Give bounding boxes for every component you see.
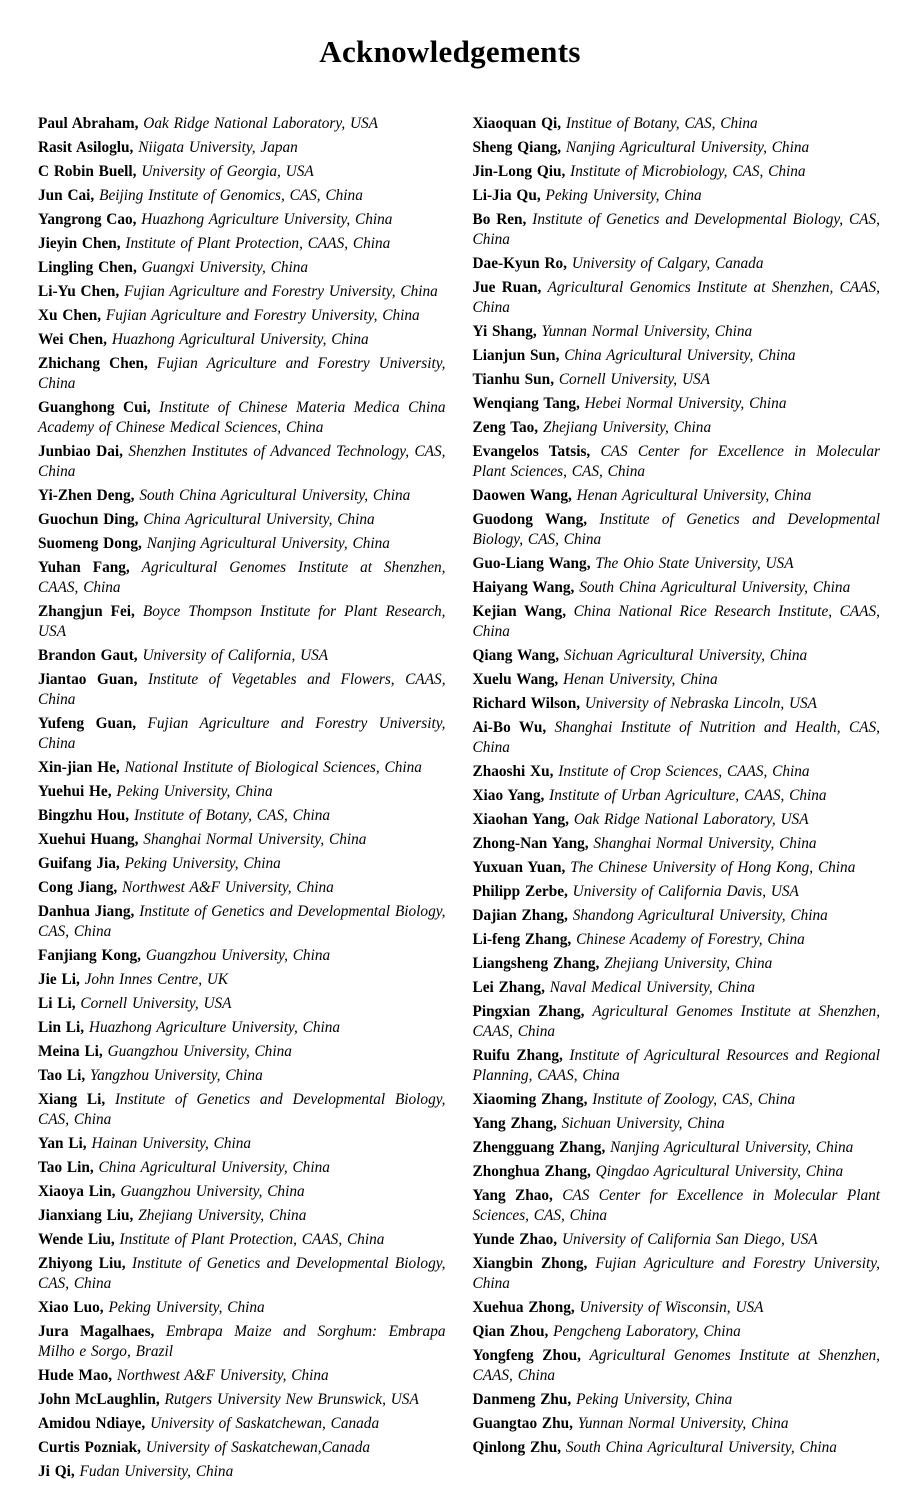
- acknowledgement-entry: [473, 1090, 881, 1110]
- acknowledgement-entry: [38, 114, 446, 134]
- person-affiliation: Embrapa Maize and Sorghum: Embrapa Milho e Sorgo, Brazil: [38, 1323, 446, 1360]
- acknowledgement-entry: [473, 646, 881, 666]
- acknowledgement-entry: [473, 858, 881, 878]
- acknowledgement-entry: [473, 1230, 881, 1250]
- person-affiliation: Fujian Agriculture and Forestry University, China: [124, 283, 438, 300]
- person-affiliation: Shandong Agricultural University, China: [572, 907, 828, 924]
- person-affiliation: Fujian Agriculture and Forestry University, China: [38, 355, 446, 392]
- person-affiliation: Institute of Genetics and Developmental Biology, CAS, China: [38, 1255, 446, 1292]
- person-affiliation: Peking University, China: [545, 187, 702, 204]
- person-name: Xiaoquan Qi,: [472, 115, 562, 132]
- person-affiliation: Nanjing Agricultural University, China: [146, 535, 390, 552]
- acknowledgement-entry: [38, 1462, 446, 1482]
- acknowledgement-entry: [38, 878, 446, 898]
- person-affiliation: Qingdao Agricultural University, China: [595, 1163, 844, 1180]
- person-affiliation: Institute of Genetics and Developmental Biology, CAS, China: [472, 211, 880, 248]
- columns-container: [38, 114, 880, 1486]
- person-name: Evangelos Tatsis,: [472, 443, 591, 460]
- person-affiliation: Oak Ridge National Laboratory, USA: [143, 115, 379, 132]
- person-name: Danmeng Zhu,: [472, 1391, 572, 1408]
- person-affiliation: University of California Davis, USA: [572, 883, 799, 900]
- acknowledgement-entry: [473, 1046, 881, 1086]
- acknowledgement-entry: [473, 1114, 881, 1134]
- acknowledgement-entry: [38, 1066, 446, 1086]
- acknowledgement-entry: [38, 646, 446, 666]
- person-name: Xiao Yang,: [472, 787, 545, 804]
- person-affiliation: Institute of Agricultural Resources and Regional Planning, CAAS, China: [472, 1047, 881, 1084]
- acknowledgement-entry: [38, 758, 446, 778]
- person-affiliation: Shanghai Institute of Nutrition and Health, CAS, China: [472, 719, 880, 756]
- acknowledgement-entry: [38, 1322, 446, 1362]
- person-name: Ji Qi,: [38, 1463, 75, 1480]
- acknowledgement-entry: [473, 486, 881, 506]
- acknowledgement-entry: [473, 906, 881, 926]
- person-affiliation: University of Wisconsin, USA: [579, 1299, 764, 1316]
- person-affiliation: Agricultural Genomics Institute at Shenzhen, CAAS, China: [472, 279, 881, 316]
- person-name: Wei Chen,: [38, 331, 107, 348]
- person-affiliation: Cornell University, USA: [80, 995, 232, 1012]
- person-name: Guodong Wang,: [472, 511, 588, 528]
- person-affiliation: Agricultural Genomes Institute at Shenzhen, CAAS, China: [472, 1347, 881, 1384]
- acknowledgement-entry: [473, 186, 881, 206]
- person-affiliation: Peking University, China: [116, 783, 273, 800]
- person-affiliation: Institute of Microbiology, CAS, China: [570, 163, 806, 180]
- person-affiliation: Institute of Plant Protection, CAAS, China: [119, 1231, 385, 1248]
- person-affiliation: University of Nebraska Lincoln, USA: [584, 695, 818, 712]
- person-name: Jieyin Chen,: [38, 235, 121, 252]
- person-name: C Robin Buell,: [38, 163, 137, 180]
- person-affiliation: Sichuan Agricultural University, China: [563, 647, 808, 664]
- person-affiliation: Institute of Urban Agriculture, CAAS, China: [549, 787, 827, 804]
- person-affiliation: Institute of Zoology, CAS, China: [592, 1091, 796, 1108]
- person-name: Yangrong Cao,: [38, 211, 137, 228]
- person-name: Zhichang Chen,: [38, 355, 148, 372]
- person-name: Cong Jiang,: [38, 879, 118, 896]
- acknowledgement-entry: [473, 954, 881, 974]
- person-affiliation: Zhejiang University, China: [604, 955, 773, 972]
- person-name: Pingxian Zhang,: [472, 1003, 585, 1020]
- acknowledgement-entry: [473, 418, 881, 438]
- person-affiliation: Oak Ridge National Laboratory, USA: [573, 811, 809, 828]
- acknowledgement-entry: [38, 1298, 446, 1318]
- person-name: Fanjiang Kong,: [38, 947, 141, 964]
- person-name: Zeng Tao,: [472, 419, 539, 436]
- person-affiliation: Fujian Agriculture and Forestry University, China: [38, 715, 446, 752]
- person-name: Liangsheng Zhang,: [472, 955, 600, 972]
- person-affiliation: Shenzhen Institutes of Advanced Technology, CAS, China: [38, 443, 446, 480]
- person-affiliation: Sichuan University, China: [561, 1115, 725, 1132]
- person-name: Qiang Wang,: [472, 647, 560, 664]
- acknowledgement-entry: [38, 1158, 446, 1178]
- acknowledgement-entry: [38, 782, 446, 802]
- acknowledgement-entry: [473, 162, 881, 182]
- acknowledgement-entry: [38, 162, 446, 182]
- acknowledgement-entry: [38, 1438, 446, 1458]
- acknowledgement-entry: [473, 210, 881, 250]
- person-name: Jiantao Guan,: [38, 671, 138, 688]
- acknowledgement-entry: [38, 670, 446, 710]
- person-name: Dae-Kyun Ro,: [472, 255, 567, 272]
- person-affiliation: Agricultural Genomes Institute at Shenzhen, CAAS, China: [472, 1003, 881, 1040]
- person-name: Xu Chen,: [38, 307, 102, 324]
- person-name: Daowen Wang,: [472, 487, 572, 504]
- acknowledgement-entry: [38, 442, 446, 482]
- page-title: Acknowledgements: [319, 34, 581, 69]
- person-name: Jura Magalhaes,: [38, 1323, 155, 1340]
- acknowledgement-entry: [38, 330, 446, 350]
- person-affiliation: Institute of Genetics and Developmental Biology, CAS, China: [472, 511, 880, 548]
- acknowledgement-entry: [38, 994, 446, 1014]
- person-name: Yi-Zhen Deng,: [38, 487, 135, 504]
- acknowledgement-entry: [38, 830, 446, 850]
- person-name: Zhong-Nan Yang,: [472, 835, 589, 852]
- person-name: Curtis Pozniak,: [38, 1439, 141, 1456]
- acknowledgement-entry: [473, 346, 881, 366]
- acknowledgement-entry: [38, 1230, 446, 1250]
- acknowledgement-entry: [473, 810, 881, 830]
- person-name: Dajian Zhang,: [472, 907, 568, 924]
- person-affiliation: Northwest A&F University, China: [122, 879, 334, 896]
- acknowledgement-entry: [473, 370, 881, 390]
- acknowledgement-entry: [38, 1366, 446, 1386]
- person-affiliation: Naval Medical University, China: [549, 979, 755, 996]
- left-column: [38, 114, 446, 1486]
- acknowledgement-entry: [473, 1346, 881, 1386]
- person-affiliation: Nanjing Agricultural University, China: [610, 1139, 854, 1156]
- person-name: Yang Zhao,: [472, 1187, 553, 1204]
- person-name: Li Li,: [38, 995, 76, 1012]
- acknowledgement-entry: [473, 1390, 881, 1410]
- person-name: Xiaoya Lin,: [38, 1183, 116, 1200]
- person-affiliation: Fudan University, China: [79, 1463, 234, 1480]
- person-name: Yongfeng Zhou,: [472, 1347, 581, 1364]
- person-name: Yuhan Fang,: [38, 559, 130, 576]
- person-affiliation: Institue of Botany, CAS, China: [565, 115, 758, 132]
- person-name: Xiaohan Yang,: [472, 811, 569, 828]
- acknowledgement-entry: [38, 1018, 446, 1038]
- acknowledgement-entry: [38, 946, 446, 966]
- acknowledgement-entry: [473, 114, 881, 134]
- person-name: Li-Yu Chen,: [38, 283, 120, 300]
- acknowledgement-entry: [473, 1254, 881, 1294]
- person-name: Lin Li,: [38, 1019, 85, 1036]
- person-affiliation: Pengcheng Laboratory, China: [553, 1323, 741, 1340]
- acknowledgement-entry: [473, 1414, 881, 1434]
- person-name: Zhiyong Liu,: [38, 1255, 126, 1272]
- person-affiliation: South China Agricultural University, China: [139, 487, 411, 504]
- person-name: Guochun Ding,: [38, 511, 139, 528]
- acknowledgement-entry: [473, 578, 881, 598]
- person-affiliation: Guangzhou University, China: [145, 947, 331, 964]
- person-affiliation: China Agricultural University, China: [143, 511, 375, 528]
- person-name: Guanghong Cui,: [38, 399, 151, 416]
- person-name: Yufeng Guan,: [38, 715, 137, 732]
- acknowledgement-entry: [38, 1254, 446, 1294]
- person-name: Yuxuan Yuan,: [472, 859, 566, 876]
- person-name: Qinlong Zhu,: [472, 1439, 562, 1456]
- acknowledgement-entry: [38, 398, 446, 438]
- person-affiliation: Yunnan Normal University, China: [541, 323, 753, 340]
- person-name: Jue Ruan,: [472, 279, 542, 296]
- acknowledgement-entry: [38, 1182, 446, 1202]
- person-name: Xiang Li,: [38, 1091, 106, 1108]
- acknowledgement-entry: [473, 978, 881, 998]
- person-affiliation: Guangzhou University, China: [107, 1043, 292, 1060]
- person-name: Tao Li,: [38, 1067, 86, 1084]
- person-affiliation: Institute of Chinese Materia Medica China Academy of Chinese Medical Sciences, China: [38, 399, 446, 436]
- person-name: Danhua Jiang,: [38, 903, 135, 920]
- acknowledgement-entry: [38, 1042, 446, 1062]
- acknowledgement-entry: [38, 1390, 446, 1410]
- person-affiliation: Peking University, China: [124, 855, 281, 872]
- person-name: Bo Ren,: [472, 211, 527, 228]
- acknowledgement-entry: [38, 510, 446, 530]
- person-affiliation: University of Saskatchewan,Canada: [145, 1439, 371, 1456]
- person-affiliation: Henan University, China: [563, 671, 718, 688]
- person-name: Guifang Jia,: [38, 855, 120, 872]
- acknowledgement-entry: [38, 806, 446, 826]
- person-affiliation: Boyce Thompson Institute for Plant Research, USA: [38, 603, 446, 640]
- person-name: Suomeng Dong,: [38, 535, 142, 552]
- person-affiliation: Peking University, China: [576, 1391, 733, 1408]
- person-affiliation: The Ohio State University, USA: [595, 555, 794, 572]
- acknowledgement-entry: [473, 442, 881, 482]
- acknowledgement-entry: [38, 258, 446, 278]
- acknowledgement-entry: [38, 534, 446, 554]
- right-column: [473, 114, 881, 1486]
- person-name: Wenqiang Tang,: [472, 395, 580, 412]
- acknowledgement-entry: [473, 322, 881, 342]
- person-name: Yi Shang,: [472, 323, 537, 340]
- acknowledgement-entry: [38, 210, 446, 230]
- person-name: Xiaoming Zhang,: [472, 1091, 588, 1108]
- person-affiliation: Institute of Vegetables and Flowers, CAAS, China: [38, 671, 446, 708]
- acknowledgement-entry: [38, 138, 446, 158]
- person-affiliation: University of Georgia, USA: [141, 163, 314, 180]
- person-name: Tianhu Sun,: [472, 371, 555, 388]
- person-affiliation: Zhejiang University, China: [542, 419, 712, 436]
- person-affiliation: South China Agricultural University, China: [579, 579, 851, 596]
- person-affiliation: China Agricultural University, China: [564, 347, 796, 364]
- person-name: Lianjun Sun,: [472, 347, 560, 364]
- person-affiliation: Nanjing Agricultural University, China: [565, 139, 810, 156]
- acknowledgement-entry: [473, 670, 881, 690]
- person-affiliation: CAS Center for Excellence in Molecular Plant Sciences, CAS, China: [472, 1187, 880, 1224]
- acknowledgement-entry: [38, 186, 446, 206]
- acknowledgement-entry: [473, 394, 881, 414]
- acknowledgement-entry: [38, 354, 446, 394]
- person-name: Zhaoshi Xu,: [472, 763, 554, 780]
- person-affiliation: South China Agricultural University, China: [565, 1439, 837, 1456]
- person-name: Ruifu Zhang,: [472, 1047, 563, 1064]
- person-affiliation: University of California San Diego, USA: [561, 1231, 818, 1248]
- person-affiliation: Institute of Crop Sciences, CAAS, China: [558, 763, 810, 780]
- person-name: Lingling Chen,: [38, 259, 137, 276]
- person-affiliation: Yangzhou University, China: [90, 1067, 263, 1084]
- person-affiliation: Hainan University, China: [91, 1135, 252, 1152]
- person-name: Guangtao Zhu,: [472, 1415, 573, 1432]
- acknowledgement-entry: [473, 762, 881, 782]
- acknowledgement-entry: [38, 1206, 446, 1226]
- person-name: Philipp Zerbe,: [472, 883, 568, 900]
- person-name: Haiyang Wang,: [472, 579, 575, 596]
- acknowledgement-entry: [473, 138, 881, 158]
- person-affiliation: Chinese Academy of Forestry, China: [576, 931, 805, 948]
- person-name: Li-feng Zhang,: [472, 931, 572, 948]
- person-affiliation: Guangzhou University, China: [120, 1183, 305, 1200]
- person-name: Paul Abraham,: [38, 115, 139, 132]
- person-name: Tao Lin,: [38, 1159, 94, 1176]
- person-name: Li-Jia Qu,: [472, 187, 541, 204]
- person-name: Xuehui Huang,: [38, 831, 139, 848]
- person-affiliation: The Chinese University of Hong Kong, China: [570, 859, 856, 876]
- acknowledgement-entry: [473, 278, 881, 318]
- acknowledgement-entry: [473, 694, 881, 714]
- acknowledgement-entry: [38, 1414, 446, 1434]
- person-name: Lei Zhang,: [472, 979, 545, 996]
- acknowledgement-entry: [38, 1090, 446, 1130]
- acknowledgement-entry: [38, 970, 446, 990]
- acknowledgement-entry: [473, 882, 881, 902]
- person-affiliation: CAS Center for Excellence in Molecular Plant Sciences, CAS, China: [472, 443, 880, 480]
- person-name: Yunde Zhao,: [472, 1231, 558, 1248]
- person-name: Jun Cai,: [38, 187, 95, 204]
- person-name: Hude Mao,: [38, 1367, 113, 1384]
- person-affiliation: Agricultural Genomes Institute at Shenzhen, CAAS, China: [38, 559, 446, 596]
- person-affiliation: Institute of Botany, CAS, China: [133, 807, 331, 824]
- acknowledgement-entry: [38, 234, 446, 254]
- person-affiliation: National Institute of Biological Sciences, China: [124, 759, 422, 776]
- person-affiliation: Henan Agricultural University, China: [576, 487, 812, 504]
- acknowledgement-entry: [473, 834, 881, 854]
- person-name: Jie Li,: [38, 971, 80, 988]
- person-affiliation: Huazhong Agriculture University, China: [88, 1019, 341, 1036]
- person-name: John McLaughlin,: [38, 1391, 160, 1408]
- person-name: Yan Li,: [38, 1135, 87, 1152]
- person-name: Amidou Ndiaye,: [38, 1415, 146, 1432]
- person-affiliation: Cornell University, USA: [558, 371, 710, 388]
- person-name: Sheng Qiang,: [472, 139, 562, 156]
- acknowledgement-entry: [473, 1438, 881, 1458]
- person-name: Yang Zhang,: [472, 1115, 557, 1132]
- acknowledgement-entry: [38, 902, 446, 942]
- person-name: Bingzhu Hou,: [38, 807, 130, 824]
- person-name: Rasit Asiloglu,: [38, 139, 134, 156]
- person-affiliation: Beijing Institute of Genomics, CAS, China: [99, 187, 363, 204]
- person-name: Wende Liu,: [38, 1231, 115, 1248]
- person-affiliation: Niigata University, Japan: [138, 139, 298, 156]
- person-name: Yuehui He,: [38, 783, 112, 800]
- person-name: Ai-Bo Wu,: [472, 719, 547, 736]
- person-name: Xuelu Wang,: [472, 671, 559, 688]
- person-affiliation: China National Rice Research Institute, CAAS, China: [472, 603, 880, 640]
- person-name: Qian Zhou,: [472, 1323, 549, 1340]
- acknowledgement-entry: [473, 1002, 881, 1042]
- acknowledgement-entry: [473, 930, 881, 950]
- person-affiliation: Huazhong Agricultural University, China: [111, 331, 369, 348]
- person-affiliation: Institute of Genetics and Developmental Biology, CAS, China: [38, 1091, 446, 1128]
- person-name: Zhengguang Zhang,: [472, 1139, 606, 1156]
- person-affiliation: Rutgers University New Brunswick, USA: [164, 1391, 419, 1408]
- person-affiliation: Institute of Genetics and Developmental Biology, CAS, China: [38, 903, 446, 940]
- acknowledgement-entry: [38, 602, 446, 642]
- acknowledgement-entry: [473, 254, 881, 274]
- acknowledgement-entry: [473, 1186, 881, 1226]
- acknowledgement-entry: [473, 1138, 881, 1158]
- person-affiliation: Fujian Agriculture and Forestry University, China: [472, 1255, 881, 1292]
- person-affiliation: University of Calgary, Canada: [571, 255, 764, 272]
- acknowledgement-entry: [38, 854, 446, 874]
- person-name: Zhonghua Zhang,: [472, 1163, 591, 1180]
- person-name: Jianxiang Liu,: [38, 1207, 134, 1224]
- person-affiliation: Yunnan Normal University, China: [577, 1415, 789, 1432]
- person-affiliation: John Innes Centre, UK: [84, 971, 229, 988]
- acknowledgement-entry: [38, 1134, 446, 1154]
- acknowledgement-entry: [473, 1298, 881, 1318]
- acknowledgement-entry: [38, 282, 446, 302]
- person-affiliation: Shanghai Normal University, China: [143, 831, 367, 848]
- person-name: Xiao Luo,: [38, 1299, 104, 1316]
- person-name: Meina Li,: [38, 1043, 103, 1060]
- person-affiliation: Shanghai Normal University, China: [593, 835, 817, 852]
- person-name: Brandon Gaut,: [38, 647, 138, 664]
- acknowledgement-entry: [38, 558, 446, 598]
- person-affiliation: Institute of Plant Protection, CAAS, China: [125, 235, 391, 252]
- person-affiliation: Hebei Normal University, China: [584, 395, 787, 412]
- acknowledgement-entry: [473, 1322, 881, 1342]
- person-name: Junbiao Dai,: [38, 443, 123, 460]
- person-affiliation: China Agricultural University, China: [98, 1159, 330, 1176]
- person-affiliation: Peking University, China: [108, 1299, 265, 1316]
- person-name: Xin-jian He,: [38, 759, 120, 776]
- person-name: Jin-Long Qiu,: [472, 163, 566, 180]
- person-name: Xiangbin Zhong,: [472, 1255, 588, 1272]
- person-affiliation: Northwest A&F University, China: [116, 1367, 329, 1384]
- acknowledgement-entry: [473, 554, 881, 574]
- person-name: Xuehua Zhong,: [472, 1299, 575, 1316]
- person-affiliation: Guangxi University, China: [141, 259, 309, 276]
- acknowledgement-entry: [38, 306, 446, 326]
- person-name: Kejian Wang,: [472, 603, 567, 620]
- person-affiliation: Zhejiang University, China: [138, 1207, 307, 1224]
- acknowledgement-entry: [473, 510, 881, 550]
- acknowledgement-entry: [473, 602, 881, 642]
- acknowledgement-entry: [38, 486, 446, 506]
- person-name: Zhangjun Fei,: [38, 603, 135, 620]
- person-affiliation: University of California, USA: [142, 647, 329, 664]
- acknowledgement-entry: [473, 786, 881, 806]
- person-name: Guo-Liang Wang,: [472, 555, 591, 572]
- person-affiliation: Fujian Agriculture and Forestry University, China: [105, 307, 420, 324]
- acknowledgement-entry: [473, 1162, 881, 1182]
- acknowledgement-entry: [473, 718, 881, 758]
- acknowledgement-entry: [38, 714, 446, 754]
- person-affiliation: University of Saskatchewan, Canada: [150, 1415, 380, 1432]
- person-affiliation: Huazhong Agriculture University, China: [141, 211, 393, 228]
- person-name: Richard Wilson,: [472, 695, 581, 712]
